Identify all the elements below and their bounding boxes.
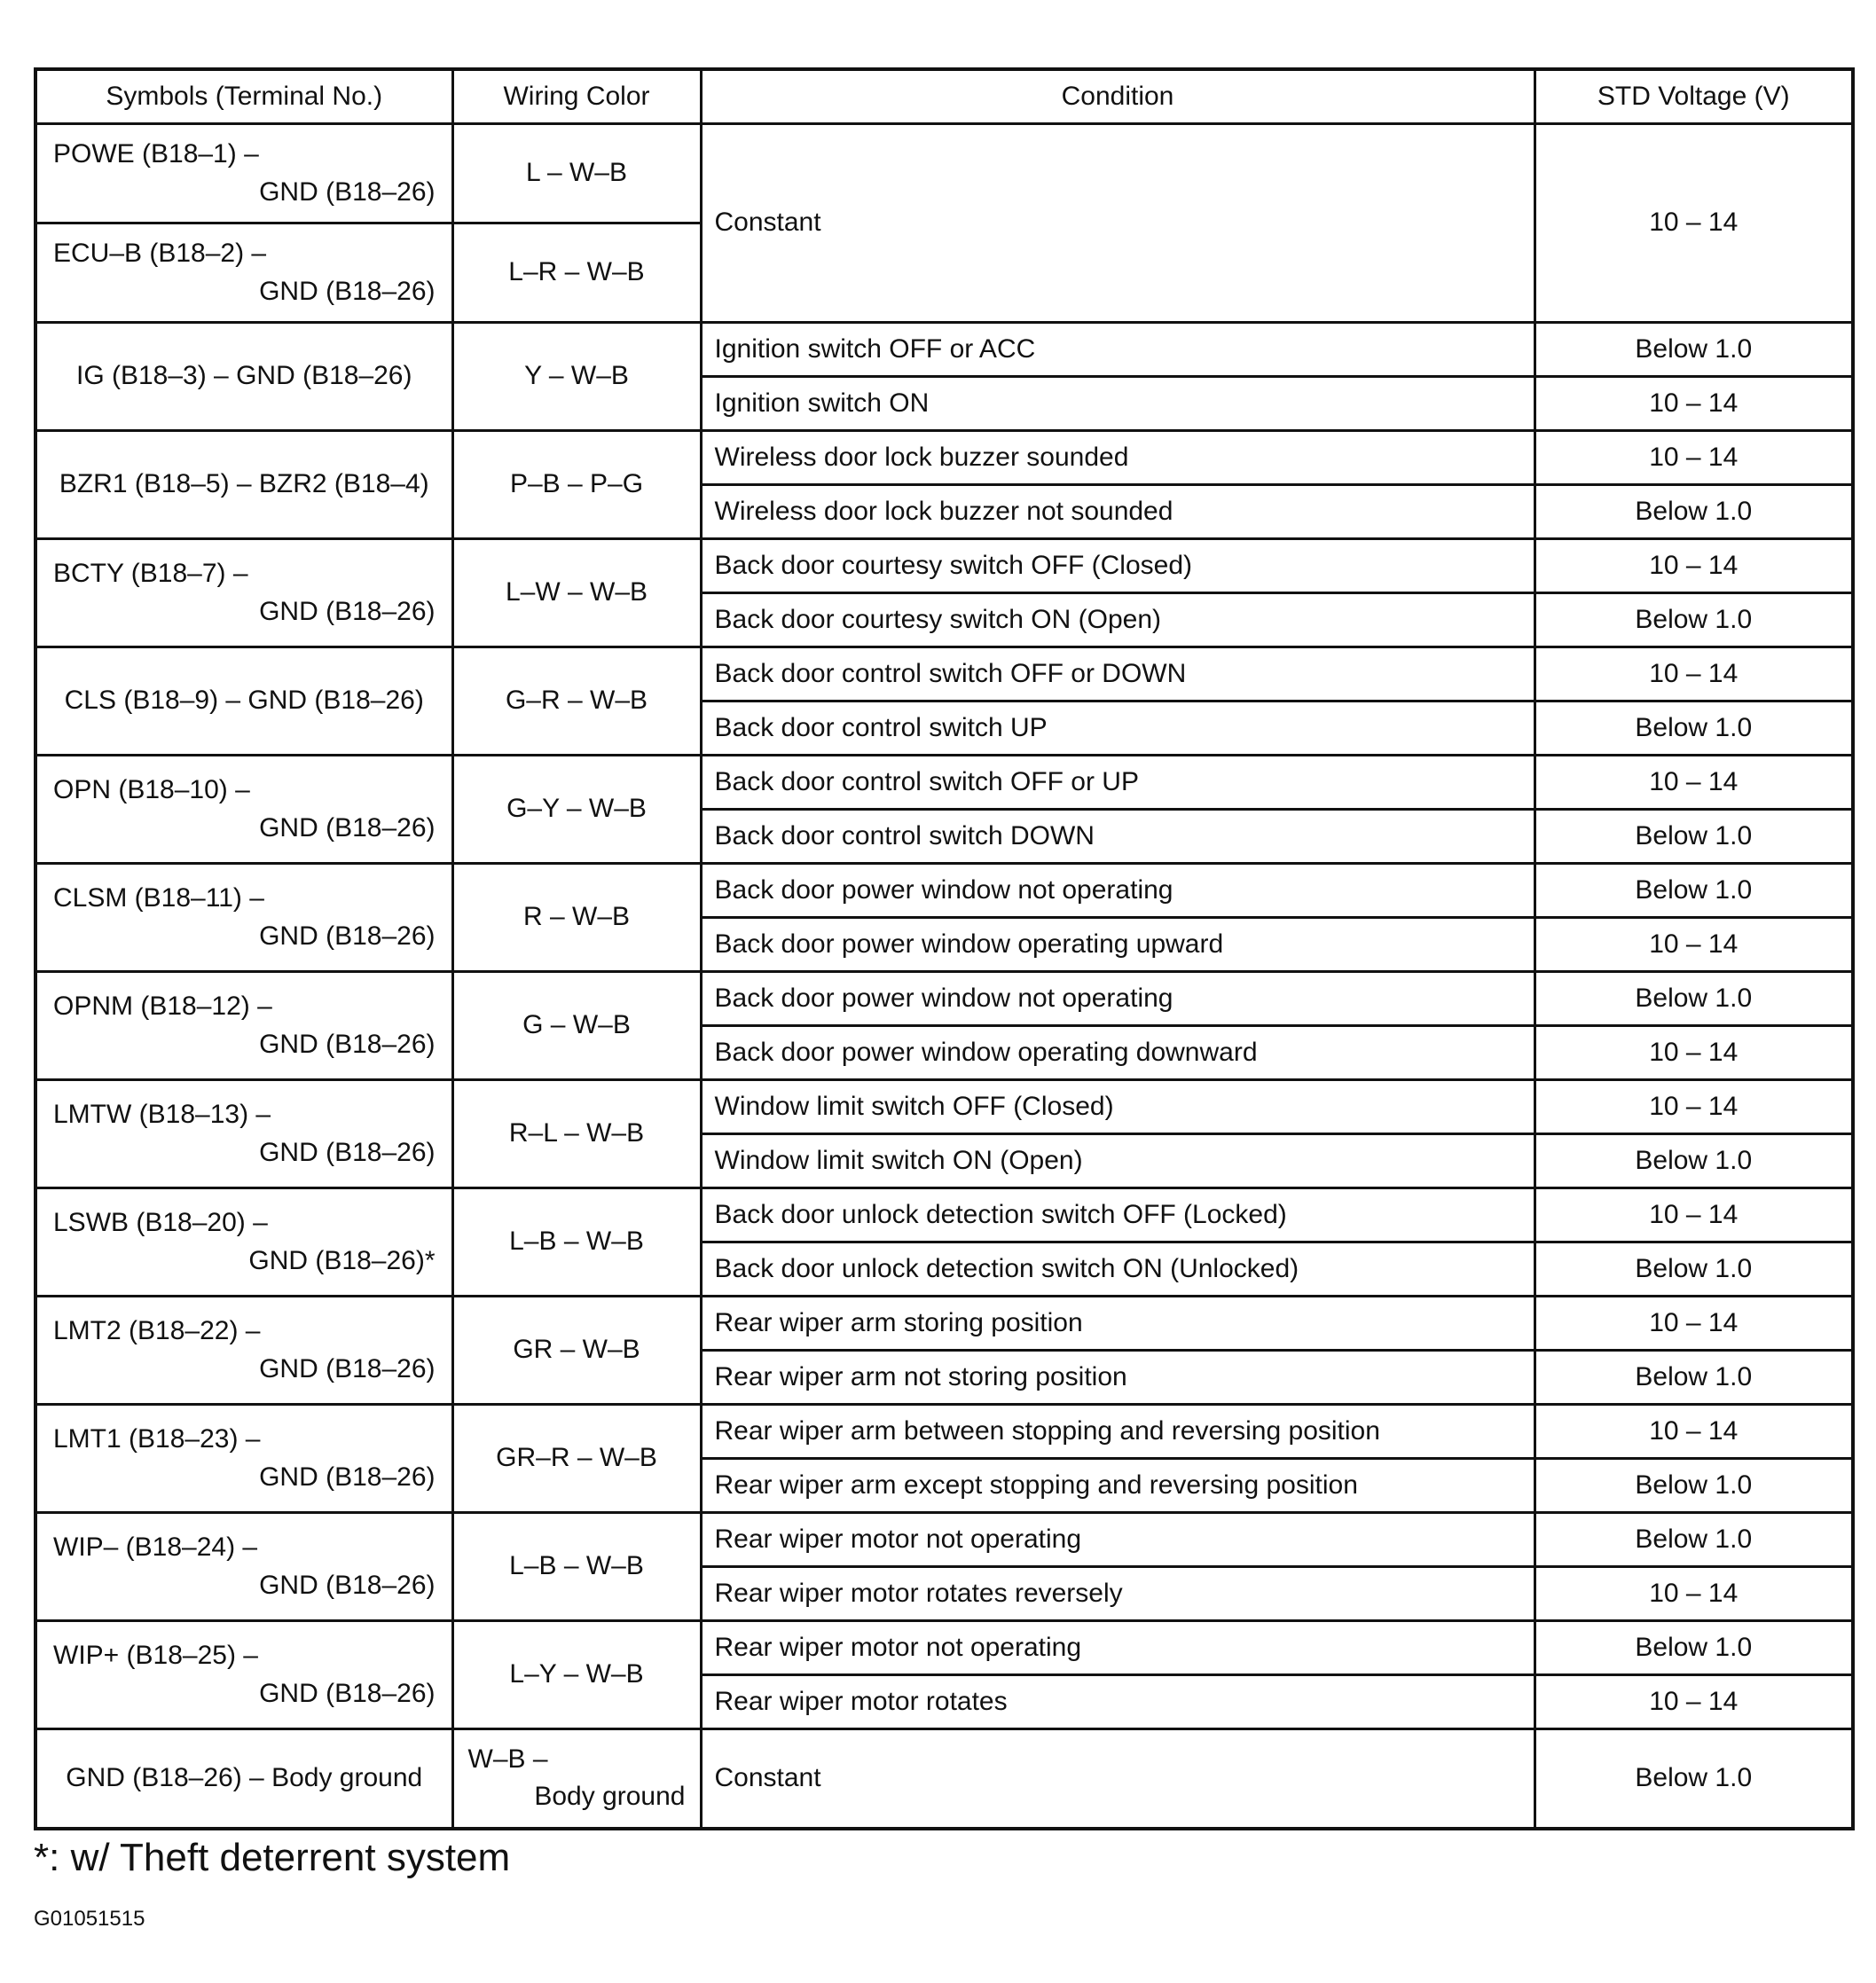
condition-cell: Rear wiper motor not operating [701, 1621, 1535, 1675]
condition-cell: Rear wiper motor rotates [701, 1675, 1535, 1729]
symbol-cell: POWE (B18–1) – GND (B18–26) [35, 124, 452, 223]
condition-cell: Rear wiper arm except stopping and reversing position [701, 1459, 1535, 1513]
condition-cell: Back door unlock detection switch ON (Unlocked) [701, 1242, 1535, 1297]
condition-cell: Back door control switch UP [701, 701, 1535, 756]
symbol-cell: WIP– (B18–24) – GND (B18–26) [35, 1513, 452, 1621]
voltage-cell: 10 – 14 [1535, 539, 1853, 593]
voltage-cell: 10 – 14 [1535, 1026, 1853, 1080]
terminal-voltage-table [34, 67, 1855, 1830]
table-row [35, 972, 1853, 1026]
footnote: *: w/ Theft deterrent system [34, 1836, 511, 1879]
table-row [35, 647, 1853, 701]
table-row [35, 1513, 1853, 1567]
voltage-cell: Below 1.0 [1535, 485, 1853, 539]
wiring-color-cell: Y – W–B [452, 323, 701, 431]
condition-cell: Back door power window not operating [701, 972, 1535, 1026]
table-row [35, 1188, 1853, 1242]
wiring-color-cell: R–L – W–B [452, 1080, 701, 1188]
header-condition: Condition [701, 69, 1535, 124]
table-row [35, 124, 1853, 223]
condition-cell: Wireless door lock buzzer sounded [701, 431, 1535, 485]
wiring-color-cell: L–B – W–B [452, 1513, 701, 1621]
condition-cell: Back door unlock detection switch OFF (Locked) [701, 1188, 1535, 1242]
voltage-cell: 10 – 14 [1535, 1567, 1853, 1621]
voltage-cell: 10 – 14 [1535, 431, 1853, 485]
table-row [35, 1297, 1853, 1351]
condition-cell: Back door control switch OFF or DOWN [701, 647, 1535, 701]
voltage-cell: Below 1.0 [1535, 1513, 1853, 1567]
wiring-color-cell: L–Y – W–B [452, 1621, 701, 1729]
symbol-cell: CLSM (B18–11) – GND (B18–26) [35, 864, 452, 972]
condition-cell: Back door power window operating upward [701, 918, 1535, 972]
voltage-cell: 10 – 14 [1535, 756, 1853, 810]
condition-cell: Back door power window not operating [701, 864, 1535, 918]
wiring-color-cell: P–B – P–G [452, 431, 701, 539]
voltage-cell: Below 1.0 [1535, 593, 1853, 647]
wiring-color-cell: W–B – Body ground [452, 1729, 701, 1829]
voltage-cell: 10 – 14 [1535, 1297, 1853, 1351]
voltage-cell: 10 – 14 [1535, 1675, 1853, 1729]
header-std-voltage: STD Voltage (V) [1535, 69, 1853, 124]
voltage-cell: Below 1.0 [1535, 864, 1853, 918]
voltage-cell: Below 1.0 [1535, 1621, 1853, 1675]
voltage-cell: Below 1.0 [1535, 1351, 1853, 1405]
table-row [35, 1080, 1853, 1134]
voltage-cell: 10 – 14 [1535, 918, 1853, 972]
symbol-cell: OPN (B18–10) – GND (B18–26) [35, 756, 452, 864]
wiring-color-cell: GR – W–B [452, 1297, 701, 1405]
header-wiring-color: Wiring Color [452, 69, 701, 124]
voltage-cell: Below 1.0 [1535, 701, 1853, 756]
condition-cell: Back door courtesy switch ON (Open) [701, 593, 1535, 647]
condition-cell: Rear wiper arm between stopping and reversing position [701, 1405, 1535, 1459]
wiring-color-cell: L–B – W–B [452, 1188, 701, 1297]
symbol-cell: LMTW (B18–13) – GND (B18–26) [35, 1080, 452, 1188]
voltage-cell: Below 1.0 [1535, 1459, 1853, 1513]
table-row [35, 756, 1853, 810]
condition-cell: Back door courtesy switch OFF (Closed) [701, 539, 1535, 593]
wiring-color-cell: L–W – W–B [452, 539, 701, 647]
condition-cell: Back door power window operating downward [701, 1026, 1535, 1080]
table-row [35, 431, 1853, 485]
condition-cell: Ignition switch OFF or ACC [701, 323, 1535, 377]
symbol-cell: GND (B18–26) – Body ground [35, 1729, 452, 1829]
voltage-cell: Below 1.0 [1535, 1242, 1853, 1297]
table-row [35, 1405, 1853, 1459]
condition-cell: Back door control switch OFF or UP [701, 756, 1535, 810]
voltage-cell: Below 1.0 [1535, 1134, 1853, 1188]
voltage-cell: Below 1.0 [1535, 972, 1853, 1026]
condition-cell: Back door control switch DOWN [701, 810, 1535, 864]
symbol-cell: LMT2 (B18–22) – GND (B18–26) [35, 1297, 452, 1405]
condition-cell: Rear wiper motor rotates reversely [701, 1567, 1535, 1621]
voltage-cell: Below 1.0 [1535, 323, 1853, 377]
symbol-cell: BZR1 (B18–5) – BZR2 (B18–4) [35, 431, 452, 539]
wiring-color-cell: G – W–B [452, 972, 701, 1080]
wiring-color-cell: G–Y – W–B [452, 756, 701, 864]
table-row [35, 1729, 1853, 1829]
table-row [35, 1621, 1853, 1675]
voltage-cell: 10 – 14 [1535, 1405, 1853, 1459]
symbol-cell: LMT1 (B18–23) – GND (B18–26) [35, 1405, 452, 1513]
symbol-cell: WIP+ (B18–25) – GND (B18–26) [35, 1621, 452, 1729]
voltage-cell: 10 – 14 [1535, 647, 1853, 701]
table-row [35, 864, 1853, 918]
symbol-cell: CLS (B18–9) – GND (B18–26) [35, 647, 452, 756]
voltage-cell: 10 – 14 [1535, 1080, 1853, 1134]
symbol-cell: IG (B18–3) – GND (B18–26) [35, 323, 452, 431]
voltage-cell: 10 – 14 [1535, 124, 1853, 323]
condition-cell: Wireless door lock buzzer not sounded [701, 485, 1535, 539]
condition-cell: Window limit switch OFF (Closed) [701, 1080, 1535, 1134]
figure-id: G01051515 [34, 1907, 145, 1931]
wiring-color-cell: GR–R – W–B [452, 1405, 701, 1513]
wiring-color-cell: G–R – W–B [452, 647, 701, 756]
condition-cell: Constant [701, 124, 1535, 323]
symbol-cell: LSWB (B18–20) – GND (B18–26)* [35, 1188, 452, 1297]
table-row [35, 539, 1853, 593]
wiring-color-cell: L – W–B [452, 124, 701, 223]
condition-cell: Rear wiper arm storing position [701, 1297, 1535, 1351]
header-symbols: Symbols (Terminal No.) [35, 69, 452, 124]
voltage-cell: Below 1.0 [1535, 810, 1853, 864]
condition-cell: Rear wiper arm not storing position [701, 1351, 1535, 1405]
condition-cell: Rear wiper motor not operating [701, 1513, 1535, 1567]
symbol-cell: BCTY (B18–7) – GND (B18–26) [35, 539, 452, 647]
wiring-color-cell: L–R – W–B [452, 223, 701, 323]
symbol-cell: ECU–B (B18–2) – GND (B18–26) [35, 223, 452, 323]
voltage-cell: 10 – 14 [1535, 377, 1853, 431]
voltage-cell: Below 1.0 [1535, 1729, 1853, 1829]
voltage-cell: 10 – 14 [1535, 1188, 1853, 1242]
wiring-color-cell: R – W–B [452, 864, 701, 972]
symbol-cell: OPNM (B18–12) – GND (B18–26) [35, 972, 452, 1080]
condition-cell: Ignition switch ON [701, 377, 1535, 431]
table-header-row [35, 69, 1853, 124]
condition-cell: Window limit switch ON (Open) [701, 1134, 1535, 1188]
condition-cell: Constant [701, 1729, 1535, 1829]
table-row [35, 323, 1853, 377]
